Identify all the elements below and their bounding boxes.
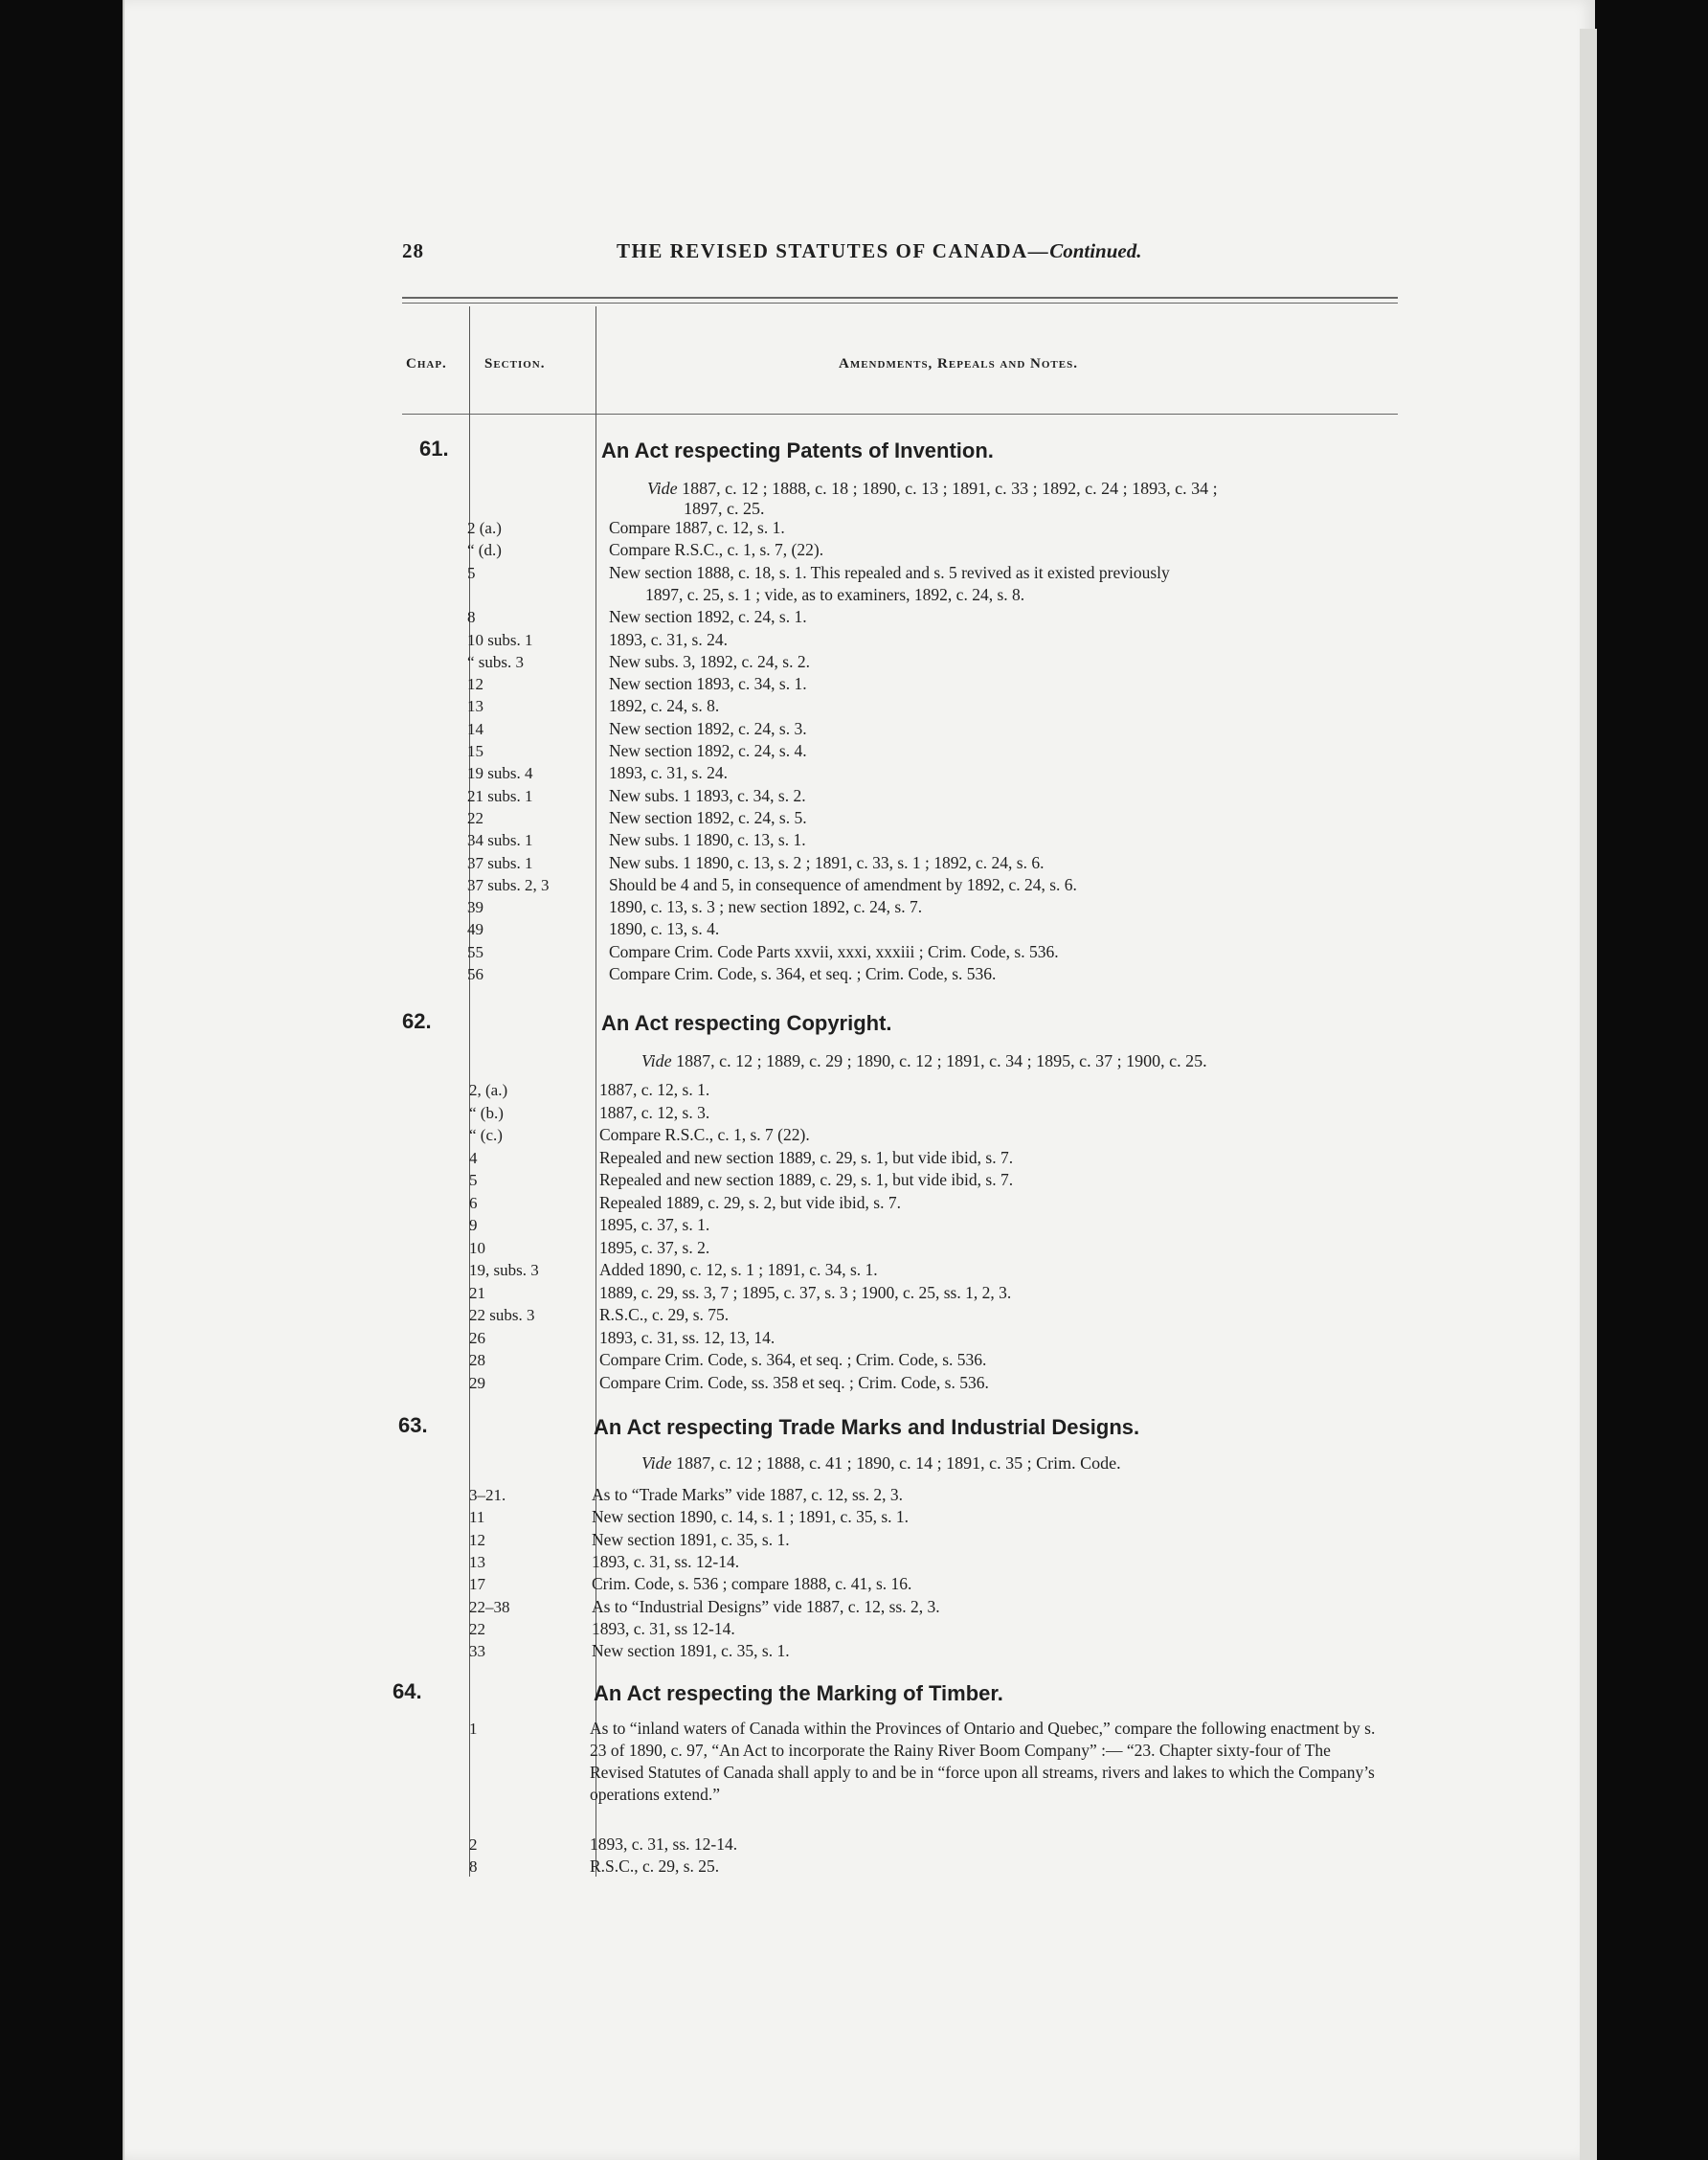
column-head-rule: [402, 414, 1398, 415]
section-ref: 8: [469, 1857, 478, 1877]
amendment-note: [599, 1259, 878, 1281]
amendment-note: [609, 673, 807, 695]
amendment-note: [590, 1856, 719, 1878]
amendment-note: [609, 785, 806, 807]
amendment-text: 1887, c. 12, s. 3.: [599, 1102, 710, 1122]
amendment-note: [592, 1640, 790, 1662]
section-ref: 5: [467, 563, 476, 582]
vide-label: Vide: [647, 479, 678, 498]
amendment-text: New section 1888, c. 18, s. 1. This repealed and s. 5 revived as it existed previously: [609, 562, 1170, 582]
amendment-text: New subs. 1 1893, c. 34, s. 2.: [609, 785, 806, 805]
amendment-note: [599, 1169, 1013, 1191]
amendment-note: [609, 918, 719, 940]
chapter-number: 64.: [393, 1679, 422, 1703]
section-ref: 22: [469, 1619, 485, 1638]
amendment-text: New section 1892, c. 24, s. 3.: [609, 718, 807, 738]
section-ref: 14: [467, 719, 483, 738]
amendment-note: [609, 539, 823, 561]
amendment-text: 1887, c. 12, s. 1.: [599, 1080, 710, 1099]
amendment-text: 1893, c. 31, ss. 12-14.: [592, 1551, 740, 1571]
amendment-text: New subs. 1 1890, c. 13, s. 1.: [609, 830, 806, 850]
column-head-chap: Chap.: [406, 356, 447, 371]
amendment-note: [609, 629, 728, 651]
section-ref: 5: [469, 1171, 478, 1189]
amendment-text: 1892, c. 24, s. 8.: [609, 696, 720, 716]
amendment-text: Repealed 1889, c. 29, s. 2, but vide ibid, s. 7.: [599, 1192, 901, 1212]
section-ref: 19, subs. 3: [469, 1261, 539, 1279]
amendment-text: New subs. 3, 1892, c. 24, s. 2.: [609, 651, 810, 671]
amendment-text: Compare Crim. Code, s. 364, et seq. ; Crim. Code, s. 536.: [599, 1350, 987, 1369]
amendment-text: 1890, c. 13, s. 4.: [609, 919, 720, 939]
amendment-note: [599, 1349, 986, 1371]
vide-references: [641, 1453, 1121, 1474]
amendment-note: [592, 1551, 739, 1573]
act-title: An Act respecting the Marking of Timber.: [594, 1681, 1003, 1705]
amendment-text: New section 1892, c. 24, s. 5.: [609, 807, 807, 827]
page-title-continued: Continued.: [1049, 239, 1142, 262]
section-ref: 39: [467, 898, 483, 917]
amendment-note: [592, 1618, 735, 1640]
amendment-note: [599, 1147, 1013, 1169]
section-ref: 2, (a.): [469, 1081, 508, 1099]
amendment-note: [609, 762, 728, 784]
amendment-text: New section 1892, c. 24, s. 4.: [609, 741, 807, 760]
section-ref: 37 subs. 1: [467, 853, 533, 872]
section-ref: 26: [469, 1328, 485, 1347]
amendment-note: [609, 740, 807, 762]
amendment-note: [599, 1327, 775, 1349]
vide-text: 1887, c. 12 ; 1889, c. 29 ; 1890, c. 12 ; 1891, c. 34 ; 1895, c. 37 ; 1900, c. 25.: [671, 1051, 1207, 1070]
amendment-note: [599, 1192, 901, 1214]
chapter-number: 61.: [419, 437, 449, 461]
amendment-note: [609, 896, 922, 918]
section-ref: 12: [467, 675, 483, 694]
section-ref: 34 subs. 1: [467, 831, 533, 850]
page-number: 28: [402, 239, 424, 262]
vide-text: 1887, c. 12 ; 1888, c. 41 ; 1890, c. 14 ; 1891, c. 35 ; Crim. Code.: [671, 1453, 1121, 1473]
amendment-text: Compare 1887, c. 12, s. 1.: [609, 518, 785, 537]
section-ref: 55: [467, 942, 483, 961]
section-ref: “ (d.): [467, 541, 502, 560]
amendment-note: [609, 718, 807, 740]
amendment-text: 1893, c. 31, ss. 12, 13, 14.: [599, 1327, 775, 1347]
amendment-text: New section 1892, c. 24, s. 1.: [609, 607, 807, 627]
amendment-text: Crim. Code, s. 536 ; compare 1888, c. 41, s. 16.: [592, 1574, 912, 1594]
section-ref: 56: [467, 965, 483, 983]
section-ref: 11: [469, 1508, 485, 1527]
act-title: An Act respecting Patents of Invention.: [601, 439, 994, 462]
amendment-continuation: 1897, c. 25, s. 1 ; vide, as to examiners, 1892, c. 24, s. 8.: [645, 584, 1025, 604]
amendment-note: [609, 517, 785, 539]
amendment-note: [609, 852, 1045, 874]
amendment-text: R.S.C., c. 29, s. 75.: [599, 1305, 730, 1324]
amendment-note: [609, 695, 719, 717]
amendment-text: New section 1890, c. 14, s. 1 ; 1891, c. 35, s. 1.: [592, 1507, 910, 1527]
amendment-note: [590, 1718, 1384, 1806]
act-title: An Act respecting Trade Marks and Industrial Designs.: [594, 1415, 1140, 1439]
section-ref: 15: [467, 742, 483, 760]
section-ref: 29: [469, 1373, 485, 1392]
amendment-note: [609, 807, 807, 829]
vide-text: 1887, c. 12 ; 1888, c. 18 ; 1890, c. 13 ; 1891, c. 33 ; 1892, c. 24 ; 1893, c. 34 ;: [677, 479, 1218, 498]
vide-label: Vide: [641, 1453, 672, 1473]
section-ref: 2: [469, 1835, 478, 1855]
amendment-text: Compare R.S.C., c. 1, s. 7 (22).: [599, 1125, 810, 1144]
section-ref: 10 subs. 1: [467, 630, 533, 649]
vide-continuation: 1897, c. 25.: [684, 499, 765, 518]
section-ref: 33: [469, 1642, 485, 1661]
section-ref: “ subs. 3: [467, 652, 525, 671]
amendment-note: [599, 1372, 989, 1394]
amendment-note: [599, 1102, 709, 1124]
section-ref: 4: [469, 1148, 478, 1167]
section-ref: 22: [467, 808, 483, 827]
section-ref: 2 (a.): [467, 519, 502, 537]
amendment-note: [599, 1304, 729, 1326]
amendment-note: [592, 1506, 909, 1528]
amendment-text: 1890, c. 13, s. 3 ; new section 1892, c. 24, s. 7.: [609, 897, 923, 917]
amendment-text: 1893, c. 31, s. 24.: [609, 763, 728, 783]
amendment-note: [599, 1124, 810, 1146]
section-ref: “ (c.): [469, 1126, 503, 1144]
column-head-notes: Amendments, Repeals and Notes.: [839, 356, 1078, 371]
amendment-text: Added 1890, c. 12, s. 1 ; 1891, c. 34, s. 1.: [599, 1260, 878, 1279]
amendment-note: [609, 874, 1077, 896]
head-rule: [402, 297, 1398, 299]
section-ref: 17: [469, 1575, 485, 1594]
amendment-note: [592, 1484, 903, 1506]
vide-references: [641, 1051, 1207, 1071]
vide-references: [647, 479, 1218, 519]
section-ref: 19 subs. 4: [467, 764, 533, 783]
amendment-text: 1893, c. 31, ss 12-14.: [592, 1618, 735, 1638]
amendment-note: [599, 1282, 1011, 1304]
amendment-text: New section 1891, c. 35, s. 1.: [592, 1641, 790, 1661]
section-ref: 22–38: [469, 1597, 510, 1616]
amendment-note: [599, 1079, 709, 1101]
amendment-text: Should be 4 and 5, in consequence of amendment by 1892, c. 24, s. 6.: [609, 874, 1077, 894]
section-ref: 8: [467, 608, 476, 627]
chapter-number: 63.: [398, 1413, 428, 1437]
column-head-section: Section.: [484, 356, 546, 371]
amendment-text: Compare Crim. Code, s. 364, et seq. ; Crim. Code, s. 536.: [609, 964, 997, 983]
amendment-text: As to “Industrial Designs” vide 1887, c. 12, ss. 2, 3.: [592, 1596, 940, 1616]
act-title: An Act respecting Copyright.: [601, 1011, 892, 1035]
amendment-note: [599, 1214, 709, 1236]
amendment-text: Compare R.S.C., c. 1, s. 7, (22).: [609, 540, 824, 560]
vide-label: Vide: [641, 1051, 672, 1070]
section-ref: 49: [467, 920, 483, 939]
amendment-text: Repealed and new section 1889, c. 29, s. 1, but vide ibid, s. 7.: [599, 1147, 1014, 1167]
section-ref: 21 subs. 1: [467, 786, 533, 805]
section-ref: 21: [469, 1283, 485, 1302]
amendment-note: [609, 829, 806, 851]
amendment-note: [609, 941, 1059, 963]
amendment-note: [599, 1237, 709, 1259]
section-ref: 13: [469, 1552, 485, 1571]
page: [123, 0, 1595, 2160]
amendment-text: 1895, c. 37, s. 2.: [599, 1237, 710, 1257]
amendment-text: R.S.C., c. 29, s. 25.: [590, 1856, 720, 1877]
amendment-note: [609, 606, 807, 628]
amendment-text: Compare Crim. Code, ss. 358 et seq. ; Crim. Code, s. 536.: [599, 1372, 989, 1392]
section-ref: 13: [467, 697, 483, 716]
section-ref: 10: [469, 1238, 485, 1257]
amendment-text: Compare Crim. Code Parts xxvii, xxxi, xxxiii ; Crim. Code, s. 536.: [609, 941, 1059, 961]
amendment-text: New subs. 1 1890, c. 13, s. 2 ; 1891, c. 33, s. 1 ; 1892, c. 24, s. 6.: [609, 852, 1045, 872]
section-ref: 9: [469, 1216, 478, 1234]
section-ref: “ (b.): [469, 1103, 504, 1122]
amendment-note: [609, 562, 1170, 606]
amendment-text: 1895, c. 37, s. 1.: [599, 1215, 710, 1234]
amendment-note: [592, 1529, 790, 1551]
page-title-text: THE REVISED STATUTES OF CANADA—: [617, 239, 1050, 262]
head-rule-thin: [402, 303, 1398, 304]
section-ref: 6: [469, 1193, 478, 1212]
section-ref: 22 subs. 3: [469, 1306, 535, 1324]
chapter-number: 62.: [402, 1009, 432, 1033]
amendment-text: New section 1891, c. 35, s. 1.: [592, 1529, 790, 1549]
section-ref: 1: [469, 1720, 478, 1738]
section-ref: 28: [469, 1351, 485, 1369]
amendment-text: As to “inland waters of Canada within the Provinces of Ontario and Quebec,” compare the following enactment by s. 23 of 1890, c. 97, “An Act to incorporate the Rainy River Boom Company” :— “23. Chapter sixty-four of The Revised Statutes of Canada shall apply to and be in “force upon all streams, rivers and lakes to which the Company’s operations extend.”: [590, 1719, 1376, 1804]
section-ref: 12: [469, 1530, 485, 1549]
section-ref: 37 subs. 2, 3: [467, 875, 550, 894]
amendment-text: 1893, c. 31, s. 24.: [609, 629, 728, 649]
amendment-text: 1889, c. 29, ss. 3, 7 ; 1895, c. 37, s. 3 ; 1900, c. 25, ss. 1, 2, 3.: [599, 1282, 1012, 1302]
amendment-text: As to “Trade Marks” vide 1887, c. 12, ss. 2, 3.: [592, 1485, 904, 1504]
page-edge: [1580, 29, 1597, 2160]
amendment-text: Repealed and new section 1889, c. 29, s. 1, but vide ibid, s. 7.: [599, 1170, 1014, 1189]
amendment-note: [592, 1573, 911, 1595]
amendment-note: [592, 1596, 940, 1618]
amendment-note: [590, 1834, 737, 1856]
amendment-note: [609, 963, 996, 985]
page-title: [617, 239, 1141, 263]
amendment-text: 1893, c. 31, ss. 12-14.: [590, 1834, 738, 1855]
section-ref: 3–21.: [469, 1486, 506, 1504]
amendment-note: [609, 651, 810, 673]
amendment-text: New section 1893, c. 34, s. 1.: [609, 674, 807, 694]
